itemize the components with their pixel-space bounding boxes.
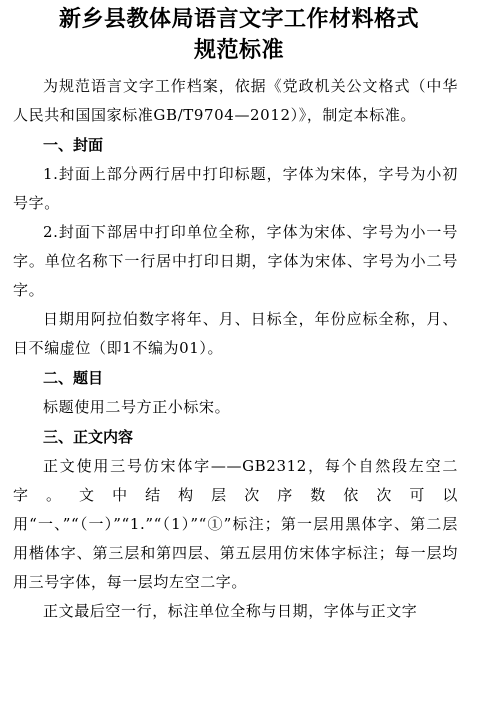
- section-paragraph: 2.封面下部居中打印单位全称，字体为宋体、字号为小一号字。单位名称下一行居中打印日期，字体为宋体、字号为小二号字。: [13, 223, 458, 299]
- section-paragraph: 正文使用三号仿宋体字——GB2312，每个自然段左空二字。文中结构层次序数依次可以用“一、”“（一）”“1.”“（1）”“①”标注；第一层用黑体字、第二层用楷体字、第三层和第四层、第五层用仿宋体字标注；每一层均用三号字体，每一层均左空二字。: [13, 457, 458, 591]
- section-paragraph: 日期用阿拉伯数字将年、月、日标全，年份应标全称，月、日不编虚位（即1不编为01）。: [13, 310, 458, 357]
- section-heading: 二、题目: [43, 369, 104, 387]
- section-title: [13, 363, 458, 422]
- section-cover: [13, 130, 458, 363]
- section-paragraph: 1.封面上部分两行居中打印标题，字体为宋体，字号为小初号字。: [13, 165, 458, 212]
- intro-paragraph: 为规范语言文字工作档案，依据《党政机关公文格式（中华人民共和国国家标准GB/T9704—2012）》，制定本标准。: [13, 77, 458, 124]
- section-heading: 一、封面: [43, 136, 104, 154]
- section-paragraph: 正文最后空一行，标注单位全称与日期，字体与正文字: [43, 602, 418, 620]
- title-line-2: 规范标准: [193, 38, 284, 63]
- section-body-content: [13, 422, 458, 626]
- document-title: [0, 0, 478, 66]
- title-line-1: 新乡县教体局语言文字工作材料格式: [58, 7, 419, 32]
- section-heading: 三、正文内容: [43, 428, 134, 446]
- document-body: [0, 66, 478, 626]
- section-paragraph: 标题使用二号方正小标宋。: [43, 398, 231, 416]
